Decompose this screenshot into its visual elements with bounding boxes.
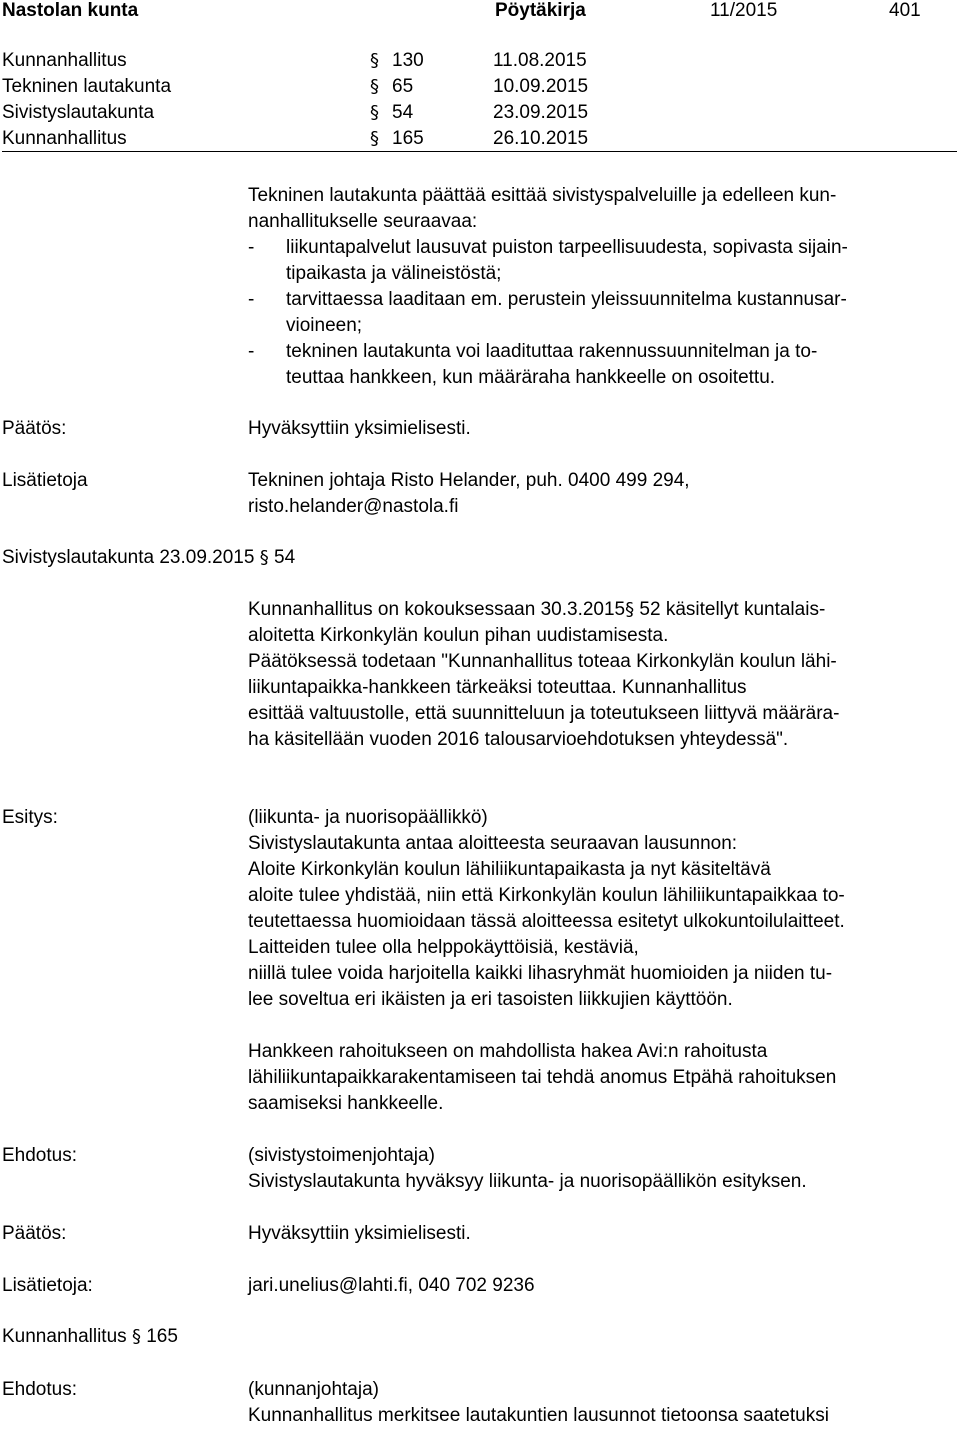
paragraph-line: aloitetta Kirkonkylän koulun pihan uudistamisesta.: [248, 625, 669, 646]
section-sign: §: [370, 102, 379, 123]
decision-label: Päätös:: [2, 418, 67, 439]
list-item-text: liikuntapalvelut lausuvat puiston tarpeellisuudesta, sopivasta sijain-: [286, 237, 848, 258]
paragraph-line: (kunnanjohtaja): [248, 1379, 379, 1400]
paragraph-line: Aloite Kirkonkylän koulun lähiliikuntapaikasta ja nyt käsiteltävä: [248, 859, 771, 880]
history-section: 165: [392, 128, 424, 149]
page-number: 401: [889, 0, 921, 21]
list-item: [248, 235, 848, 261]
paragraph-line: niillä tulee voida harjoitella kaikki lihasryhmät huomioiden ja niiden tu-: [248, 963, 833, 984]
paragraph-line: Päätöksessä todetaan "Kunnanhallitus toteaa Kirkonkylän koulun lähi-: [248, 651, 837, 672]
paragraph-line: aloite tulee yhdistää, niin että Kirkonkylän koulun lähiliikuntapaikkaa to-: [248, 885, 845, 906]
history-date: 11.08.2015: [493, 50, 587, 71]
history-body: Kunnanhallitus: [2, 50, 127, 71]
history-date: 23.09.2015: [493, 102, 589, 123]
paragraph-line: liikuntapaikka-hankkeen tärkeäksi toteuttaa. Kunnanhallitus: [248, 677, 747, 698]
paragraph-line: Hankkeen rahoitukseen on mahdollista hakea Avi:n rahoitusta: [248, 1041, 768, 1062]
info-contact: jari.unelius@lahti.fi, 040 702 9236: [248, 1275, 535, 1296]
section-heading: [2, 1324, 178, 1350]
header-divider: [2, 151, 957, 152]
paragraph-line: ha käsitellään vuoden 2016 talousarvioehdotuksen yhteydessä".: [248, 729, 789, 750]
decision-text: Hyväksyttiin yksimielisesti.: [248, 418, 471, 439]
decision-label: Päätös:: [2, 1223, 67, 1244]
section-sign: §: [370, 50, 379, 71]
dash-bullet: -: [248, 289, 255, 310]
section-sign: §: [370, 76, 379, 97]
list-item: [248, 287, 847, 313]
decision-text: Hyväksyttiin yksimielisesti.: [248, 1223, 471, 1244]
history-body: Kunnanhallitus: [2, 128, 127, 149]
list-item-continuation: tipaikasta ja välineistöstä;: [286, 263, 502, 284]
list-item-continuation: teuttaa hankkeen, kun määräraha hankkeelle on osoitettu.: [286, 367, 776, 388]
history-body: Tekninen lautakunta: [2, 76, 172, 97]
paragraph-text: Kunnanhallitus on kokouksessaan 30.3.2015: [248, 599, 626, 620]
paragraph-line: lee soveltua eri ikäisten ja eri tasoisten liikkujien käyttöön.: [248, 989, 733, 1010]
paragraph-line: Tekninen lautakunta päättää esittää sivistyspalveluille ja edelleen kun-: [248, 185, 837, 206]
list-item: [248, 339, 817, 365]
document-type: Pöytäkirja: [495, 0, 586, 21]
section-sign: §: [259, 547, 269, 568]
issue-number: 11/2015: [710, 0, 778, 21]
section-sign: §: [131, 1326, 141, 1347]
paragraph-line: saamiseksi hankkeelle.: [248, 1093, 444, 1114]
paragraph-line: lähiliikuntapaikkarakentamiseen tai tehdä anomus Etpähä rahoituksen: [248, 1067, 837, 1088]
paragraph-line: Laitteiden tulee olla helppokäyttöisiä, kestäviä,: [248, 937, 639, 958]
paragraph-text: 52 käsitellyt kuntalais-: [639, 599, 826, 620]
history-body: Sivistyslautakunta: [2, 102, 155, 123]
section-heading-text: Sivistyslautakunta 23.09.2015: [2, 547, 255, 568]
section-heading: [2, 545, 295, 571]
section-heading-text: Kunnanhallitus: [2, 1326, 127, 1347]
history-section: 130: [392, 50, 424, 71]
section-sign: §: [370, 128, 379, 149]
dash-bullet: -: [248, 237, 255, 258]
motion-label: Ehdotus:: [2, 1145, 77, 1166]
history-date: 10.09.2015: [493, 76, 589, 97]
paragraph-line: teutettaessa huomioidaan tässä aloitteessa esitetyt ulkokuntoilulaitteet.: [248, 911, 845, 932]
info-label: Lisätietoja: [2, 470, 88, 491]
history-section: 54: [392, 102, 414, 123]
paragraph-line: Sivistyslautakunta hyväksyy liikunta- ja nuorisopäällikön esityksen.: [248, 1171, 807, 1192]
paragraph-line: (sivistystoimenjohtaja): [248, 1145, 435, 1166]
section-number: 165: [146, 1326, 178, 1347]
dash-bullet: -: [248, 341, 255, 362]
paragraph-line: [248, 597, 825, 623]
list-item-text: tekninen lautakunta voi laadituttaa rakennussuunnitelman ja to-: [286, 341, 818, 362]
section-number: 54: [274, 547, 296, 568]
info-email: risto.helander@nastola.fi: [248, 496, 459, 517]
motion-label: Ehdotus:: [2, 1379, 77, 1400]
paragraph-line: Sivistyslautakunta antaa aloitteesta seuraavan lausunnon:: [248, 833, 738, 854]
paragraph-line: esittää valtuustolle, että suunnitteluun ja toteutukseen liittyvä määrära-: [248, 703, 840, 724]
info-label: Lisätietoja:: [2, 1275, 93, 1296]
info-text: Tekninen johtaja Risto Helander, puh. 0400 499 294,: [248, 470, 690, 491]
paragraph-line: nanhallitukselle seuraavaa:: [248, 211, 478, 232]
list-item-text: tarvittaessa laaditaan em. perustein yleissuunnitelma kustannusar-: [286, 289, 847, 310]
list-item-continuation: vioineen;: [286, 315, 363, 336]
section-sign: §: [625, 599, 635, 620]
paragraph-line: Kunnanhallitus merkitsee lautakuntien lausunnot tietoonsa saatetuksi: [248, 1405, 829, 1426]
history-section: 65: [392, 76, 414, 97]
proposal-label: Esitys:: [2, 807, 58, 828]
org-name: Nastolan kunta: [2, 0, 139, 21]
paragraph-line: (liikunta- ja nuorisopäällikkö): [248, 807, 488, 828]
history-date: 26.10.2015: [493, 128, 589, 149]
